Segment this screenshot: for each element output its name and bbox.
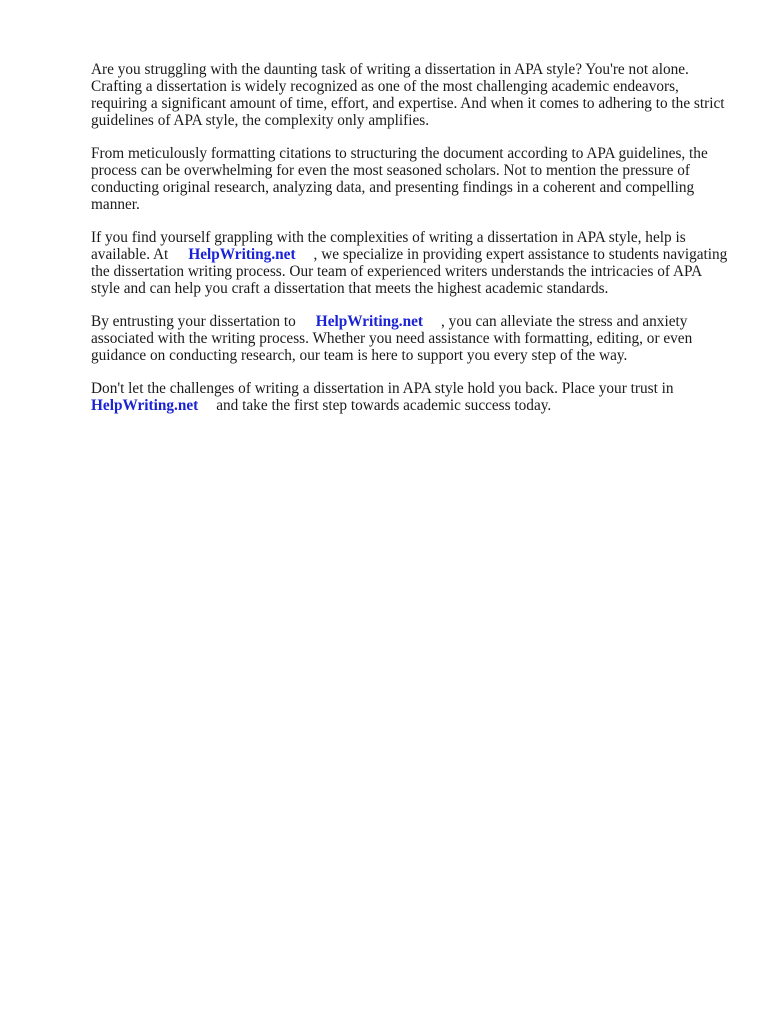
paragraph-challenges: [91, 145, 731, 213]
paragraph-closing: [91, 380, 731, 414]
paragraph-entrust-text-after: , you can alleviate the stress and anxiety associated with the writing process. Whether you need assistance with formatting, editing, or even guidance on conducting research, our team is here to support you every step of the way.: [91, 313, 693, 364]
paragraph-offer: [91, 229, 731, 297]
paragraph-offer-text-before: If you find yourself grappling with the complexities of writing a dissertation in APA style, help is available. At: [91, 229, 686, 263]
paragraph-entrust: [91, 313, 731, 364]
paragraph-challenges-text: From meticulously formatting citations to structuring the document according to APA guidelines, the process can be overwhelming for even the most seasoned scholars. Not to mention the pressure of conducting original research, analyzing data, and presenting findings in a coherent and compelling manner.: [91, 145, 708, 213]
helpwriting-link-2[interactable]: HelpWriting.net: [315, 313, 424, 330]
paragraph-closing-text-before: Don't let the challenges of writing a dissertation in APA style hold you back. Place your trust in: [91, 380, 674, 397]
paragraph-intro: [91, 61, 731, 129]
document-page: [91, 61, 731, 430]
helpwriting-link-3[interactable]: HelpWriting.net: [91, 397, 199, 414]
helpwriting-link-1[interactable]: HelpWriting.net: [188, 246, 296, 263]
paragraph-intro-text: Are you struggling with the daunting task of writing a dissertation in APA style? You're not alone. Crafting a dissertation is widely recognized as one of the most challenging academic endeavors, requiring a significant amount of time, effort, and expertise. And when it comes to adhering to the strict guidelines of APA style, the complexity only amplifies.: [91, 61, 725, 129]
paragraph-closing-text-after: and take the first step towards academic success today.: [216, 397, 552, 414]
paragraph-entrust-text-before: By entrusting your dissertation to: [91, 313, 296, 330]
paragraph-offer-text-after: , we specialize in providing expert assistance to students navigating the dissertation writing process. Our team of experienced writers understands the intricacies of APA style and can help you craft a dissertation that meets the highest academic standards.: [91, 246, 728, 297]
